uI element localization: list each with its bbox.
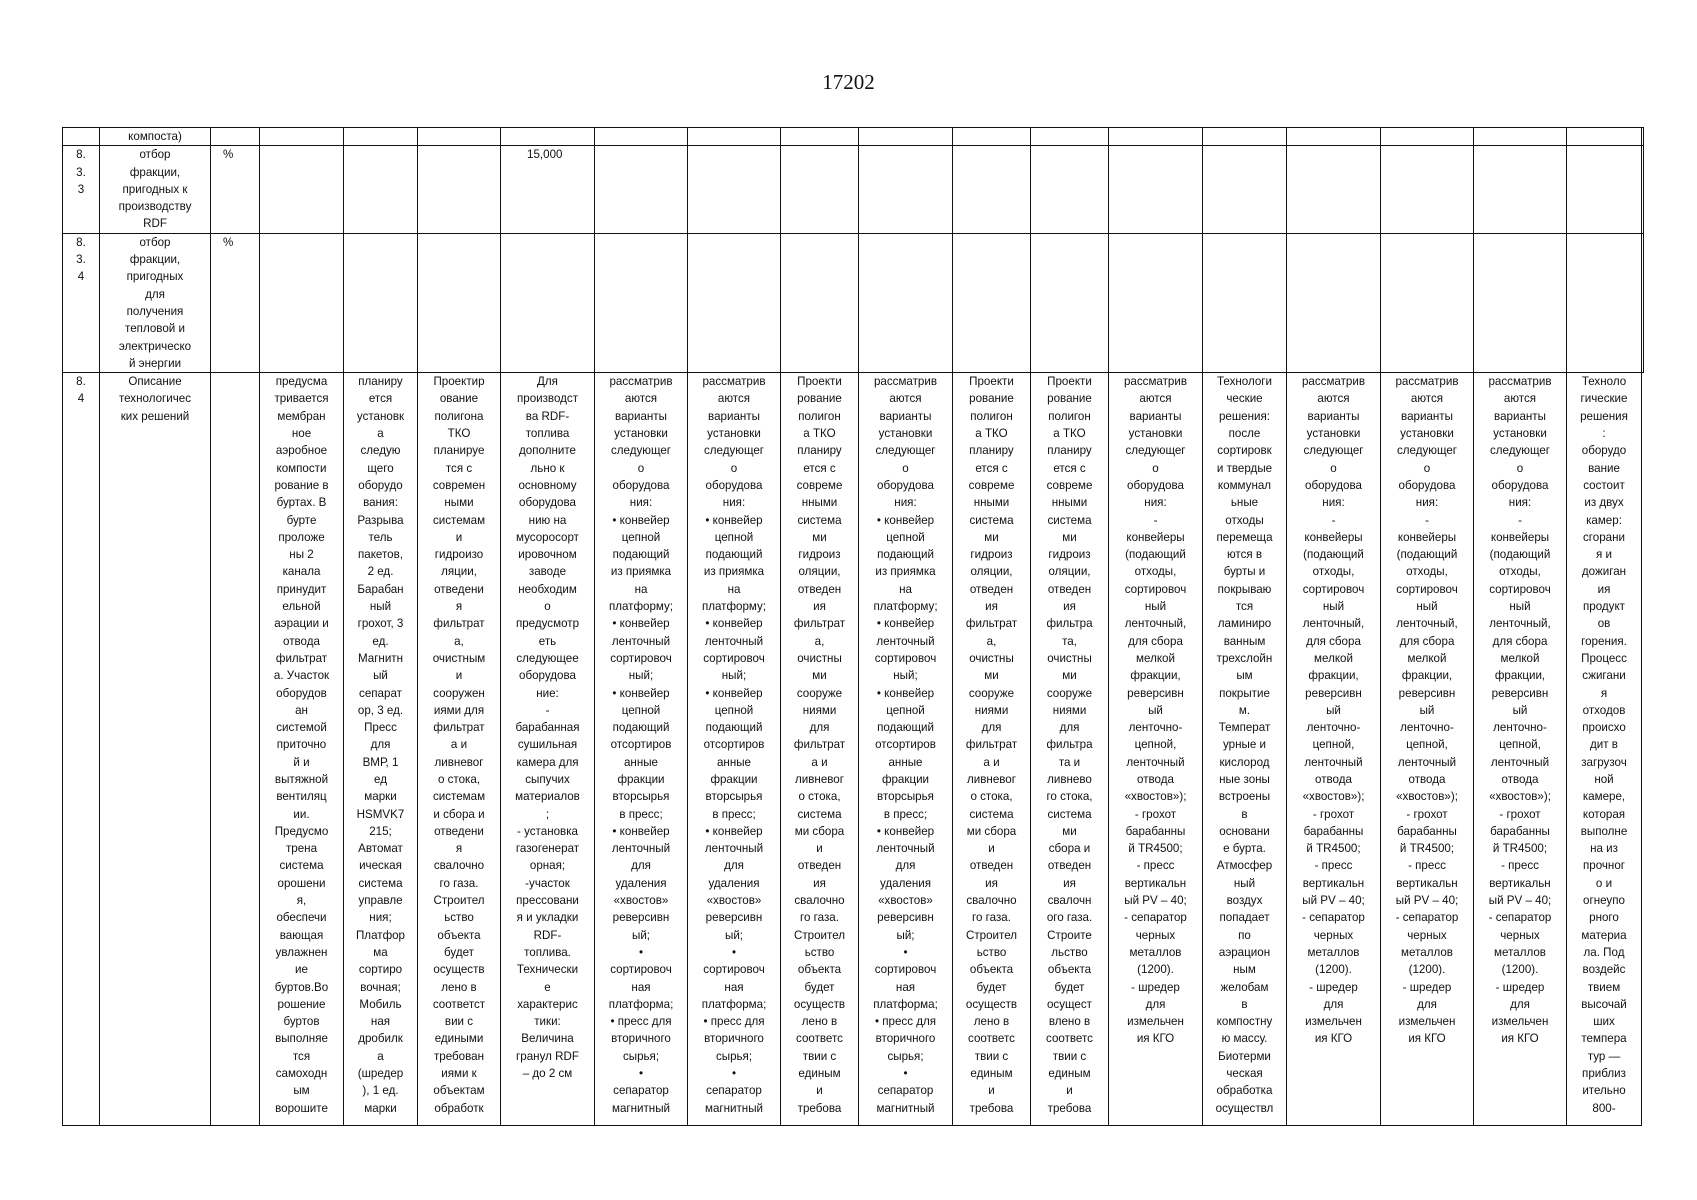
value-cell xyxy=(260,373,344,1126)
value-cell xyxy=(595,146,688,233)
value-cell xyxy=(418,373,501,1126)
indicator-name-cell xyxy=(100,146,211,233)
value-cell xyxy=(1642,233,1644,372)
value-cell-text: рассматрив аются варианты установки следующег о оборудова ния: • конвейер цепной подающий из приямка на платформу; • конвейер ленточный сортировоч ный; • конвейер цепной подающий отсортиров анные фракции вторсырья в пресс; • конвейер ленточный для удаления «хвостов» реверсивн ый; • сортировоч ная платформа; • пресс для вторичного сырья; • сепаратор магнитный xyxy=(701,375,767,1115)
value-cell xyxy=(1203,373,1287,1126)
row-number-cell xyxy=(63,146,100,233)
value-cell xyxy=(1381,146,1474,233)
value-cell-text: рассматрив аются варианты установки следующег о оборудова ния: - конвейеры (подающий отходы, сортировоч ный ленточный, для сбора мелкой фракции, реверсивн ый ленточно- цепной, ленточный отвода «хвостов»); - грохот барабанны й TR4500; - пресс вертикальн ый PV – 40; - сепаратор черных металлов (1200). - шредер для измельчен ия КГО xyxy=(1301,375,1366,1046)
value-cell xyxy=(1642,128,1644,146)
value-cell xyxy=(595,373,688,1126)
value-cell xyxy=(1031,146,1109,233)
value-cell xyxy=(781,128,859,146)
value-cell xyxy=(1287,146,1381,233)
indicator-name-cell-text: компоста) xyxy=(128,130,182,143)
value-cell-text: рассматрив аются варианты установки следующег о оборудова ния: • конвейер цепной подающий из приямка на платформу; • конвейер ленточный сортировоч ный; • конвейер цепной подающий отсортиров анные фракции вторсырья в пресс; • конвейер ленточный для удаления «хвостов» реверсивн ый; • сортировоч ная платформа; • пресс для вторичного сырья; • сепаратор магнитный xyxy=(608,375,674,1115)
value-cell xyxy=(1567,146,1642,233)
value-cell xyxy=(1474,128,1567,146)
value-cell xyxy=(595,233,688,372)
value-cell-text: 15,000 xyxy=(527,148,563,162)
value-cell-text: рассматрив аются варианты установки следующег о оборудова ния: - конвейеры (подающий отходы, сортировоч ный ленточный, для сбора мелкой фракции, реверсивн ый ленточно- цепной, ленточный отвода «хвостов»); - грохот барабанны й TR4500; - пресс вертикальн ый PV – 40; - сепаратор черных металлов (1200). - шредер для измельчен ия КГО xyxy=(1488,375,1552,1046)
value-cell xyxy=(595,128,688,146)
value-cell xyxy=(418,128,501,146)
value-cell-text: Технологи ческие решения: после сортировк и твердые коммунал ьные отходы перемеща ются в бурты и покрываю тся ламиниро ванным трехслойн ым покрытие м. Температ урные и кислород ные зоны встроены в основани е бурта. Атмосфер ный воздух попадает по аэрацион ным желобам в компостну ю массу. Биотерми ческая обработка осуществл xyxy=(1215,375,1274,1115)
row-number-cell xyxy=(63,233,100,372)
value-cell-text: планиру ется установк а следую щего оборудо вания: Разрыва тель пакетов, 2 ед. Барабан ный грохот, 3 ед. Магнитн ый сепарат ор, 3 ед. Пресс для ВМР, 1 ед марки HSMVK7 215; Автомат ическая система управле ния; Платфор ма сортиро вочная; Мобиль ная дробилк а (шредер ), 1 ед. марки xyxy=(355,375,406,1115)
indicator-name-cell-text: отбор фракции, пригодных для получения тепловой и электрическо й энергии xyxy=(118,235,192,370)
value-cell xyxy=(1203,128,1287,146)
table-row xyxy=(63,146,1644,233)
indicator-name-cell xyxy=(100,233,211,372)
value-cell-text: Проекти рование полигон а ТКО планиру ется с совреме нными система ми гидроиз оляции, отведен ия фильтрат а, очистны ми сооруже ниями для фильтрат а и ливневог о стока, система ми сбора и отведен ия свалочно го газа. Строител ьство объекта будет осуществ лено в соответс твии с единым и требова xyxy=(793,375,846,1115)
value-cell xyxy=(501,128,595,146)
value-cell xyxy=(1474,146,1567,233)
value-cell xyxy=(501,373,595,1126)
value-cell xyxy=(1567,373,1642,1126)
value-cell xyxy=(688,146,781,233)
value-cell xyxy=(344,233,418,372)
value-cell xyxy=(688,128,781,146)
value-cell-text: предусма тривается мембран ное аэробное компости рование в буртах. В бурте проложе ны 2 канала принудит ельной аэрации и отвода фильтрат а. Участок оборудов ан системой приточно й и вытяжной вентиляц ии. Предусмо трена система орошени я, обеспечи вающая увлажнен ие буртов.Во рошение буртов выполняе тся самоходн ым ворошите xyxy=(273,375,330,1115)
value-cell xyxy=(260,146,344,233)
value-cell xyxy=(1109,146,1203,233)
value-cell-text: рассматрив аются варианты установки следующег о оборудова ния: - конвейеры (подающий отходы, сортировоч ный ленточный, для сбора мелкой фракции, реверсивн ый ленточно- цепной, ленточный отвода «хвостов»); - грохот барабанны й TR4500; - пресс вертикальн ый PV – 40; - сепаратор черных металлов (1200). - шредер для измельчен ия КГО xyxy=(1395,375,1459,1046)
value-cell-text: Для производст ва RDF- топлива дополните льно к основному оборудова нию на мусоросорт ировочном заводе необходим о предусмотр еть следующее оборудова ние: - барабанная сушильная камера для сыпучих материалов ; - установка газогенерат орная; -участок прессовани я и укладки RDF- топлива. Технически е характерис тики: Величина гранул RDF – до 2 см xyxy=(515,375,580,1081)
unit-cell xyxy=(211,373,260,1126)
value-cell xyxy=(688,373,781,1126)
table-row xyxy=(63,233,1644,372)
value-cell xyxy=(1109,233,1203,372)
value-cell xyxy=(859,146,953,233)
value-cell-text: рассматрив аются варианты установки следующег о оборудова ния: • конвейер цепной подающий из приямка на платформу; • конвейер ленточный сортировоч ный; • конвейер цепной подающий отсортиров анные фракции вторсырья в пресс; • конвейер ленточный для удаления «хвостов» реверсивн ый; • сортировоч ная платформа; • пресс для вторичного сырья; • сепаратор магнитный xyxy=(873,375,938,1115)
row-number-cell-text: 8. 3. 4 xyxy=(76,235,86,284)
value-cell xyxy=(344,373,418,1126)
unit-cell xyxy=(211,146,260,233)
value-cell xyxy=(1031,373,1109,1126)
value-cell xyxy=(1381,128,1474,146)
value-cell xyxy=(1642,146,1644,233)
value-cell xyxy=(859,233,953,372)
row-number-cell-text: 8. 3. 3 xyxy=(76,148,86,196)
indicator-name-cell-text: отбор фракции, пригодных к производству RDF xyxy=(118,148,192,231)
value-cell xyxy=(1381,373,1474,1126)
value-cell xyxy=(688,233,781,372)
value-cell xyxy=(1287,373,1381,1126)
value-cell xyxy=(501,146,595,233)
page-number: 17202 xyxy=(822,70,875,94)
row-number-cell xyxy=(63,128,100,146)
value-cell-text: Проекти рование полигон а ТКО планиру ется с совреме нными система ми гидроиз оляции, отведен ия фильтрат а, очистны ми сооруже ниями для фильтрат а и ливневог о стока, система ми сбора и отведен ия свалочно го газа. Строител ьство объекта будет осуществ лено в соответс твии с единым и требова xyxy=(965,375,1018,1115)
value-cell xyxy=(1031,128,1109,146)
value-cell xyxy=(1474,373,1567,1126)
document-table xyxy=(62,127,1644,1126)
value-cell xyxy=(1203,146,1287,233)
value-cell xyxy=(260,128,344,146)
value-cell xyxy=(1031,233,1109,372)
table-row xyxy=(63,373,1644,1126)
value-cell xyxy=(418,233,501,372)
unit-cell xyxy=(211,233,260,372)
value-cell xyxy=(1381,233,1474,372)
value-cell xyxy=(1287,128,1381,146)
value-cell xyxy=(859,128,953,146)
value-cell xyxy=(781,233,859,372)
indicator-name-cell xyxy=(100,373,211,1126)
value-cell xyxy=(953,128,1031,146)
value-cell-text: Проектир ование полигона ТКО планируе тся с современ ными системам и гидроизо ляции, отведени я фильтрат а, очистным и сооружен иями для фильтрат а и ливневог о стока, системам и сбора и отведени я свалочно го газа. Строител ьство объекта будет осуществ лено в соответст вии с едиными требован иями к объектам обработк xyxy=(432,375,486,1115)
value-cell xyxy=(1474,233,1567,372)
row-number-cell xyxy=(63,373,100,1126)
value-cell xyxy=(418,146,501,233)
value-cell-text: Проекти рование полигон а ТКО планиру ется с совреме нными система ми гидроиз оляции, отведен ия фильтра та, очистны ми сооруже ниями для фильтра та и ливнево го стока, система ми сбора и отведен ия свалочн ого газа. Строите льство объекта будет осущест влено в соответс твии с единым и требова xyxy=(1046,375,1093,1115)
value-cell xyxy=(1203,233,1287,372)
indicator-name-cell-text: Описание технологичес ких решений xyxy=(118,375,192,423)
value-cell xyxy=(1567,128,1642,146)
value-cell xyxy=(344,146,418,233)
value-cell xyxy=(1109,373,1203,1126)
indicator-name-cell xyxy=(100,128,211,146)
unit-cell-text: % xyxy=(223,148,234,162)
value-cell xyxy=(953,373,1031,1126)
value-cell xyxy=(501,233,595,372)
value-cell xyxy=(781,373,859,1126)
value-cell xyxy=(1109,128,1203,146)
value-cell xyxy=(1287,233,1381,372)
value-cell xyxy=(953,146,1031,233)
value-cell-text: рассматрив аются варианты установки следующег о оборудова ния: - конвейеры (подающий отходы, сортировоч ный ленточный, для сбора мелкой фракции, реверсивн ый ленточно- цепной, ленточный отвода «хвостов»); - грохот барабанны й TR4500; - пресс вертикальн ый PV – 40; - сепаратор черных металлов (1200). - шредер для измельчен ия КГО xyxy=(1123,375,1188,1046)
table-row xyxy=(63,128,1644,146)
unit-cell xyxy=(211,128,260,146)
value-cell xyxy=(953,233,1031,372)
value-cell xyxy=(859,373,953,1126)
value-cell xyxy=(781,146,859,233)
value-cell xyxy=(344,128,418,146)
row-number-cell-text: 8. 4 xyxy=(76,375,86,406)
value-cell xyxy=(260,233,344,372)
unit-cell-text: % xyxy=(223,235,234,249)
value-cell xyxy=(1567,233,1642,372)
value-cell-text: Техноло гические решения : оборудо вание состоит из двух камер: сгорани я и дожиган ия продукт ов горения. Процесс сжигани я отходов происхо дит в загрузоч ной камере, которая выполне на из прочног о и огнеупо рного материа ла. Под воздейс твием высочай ших темпера тур — приблиз ительно 800- xyxy=(1580,375,1628,1115)
